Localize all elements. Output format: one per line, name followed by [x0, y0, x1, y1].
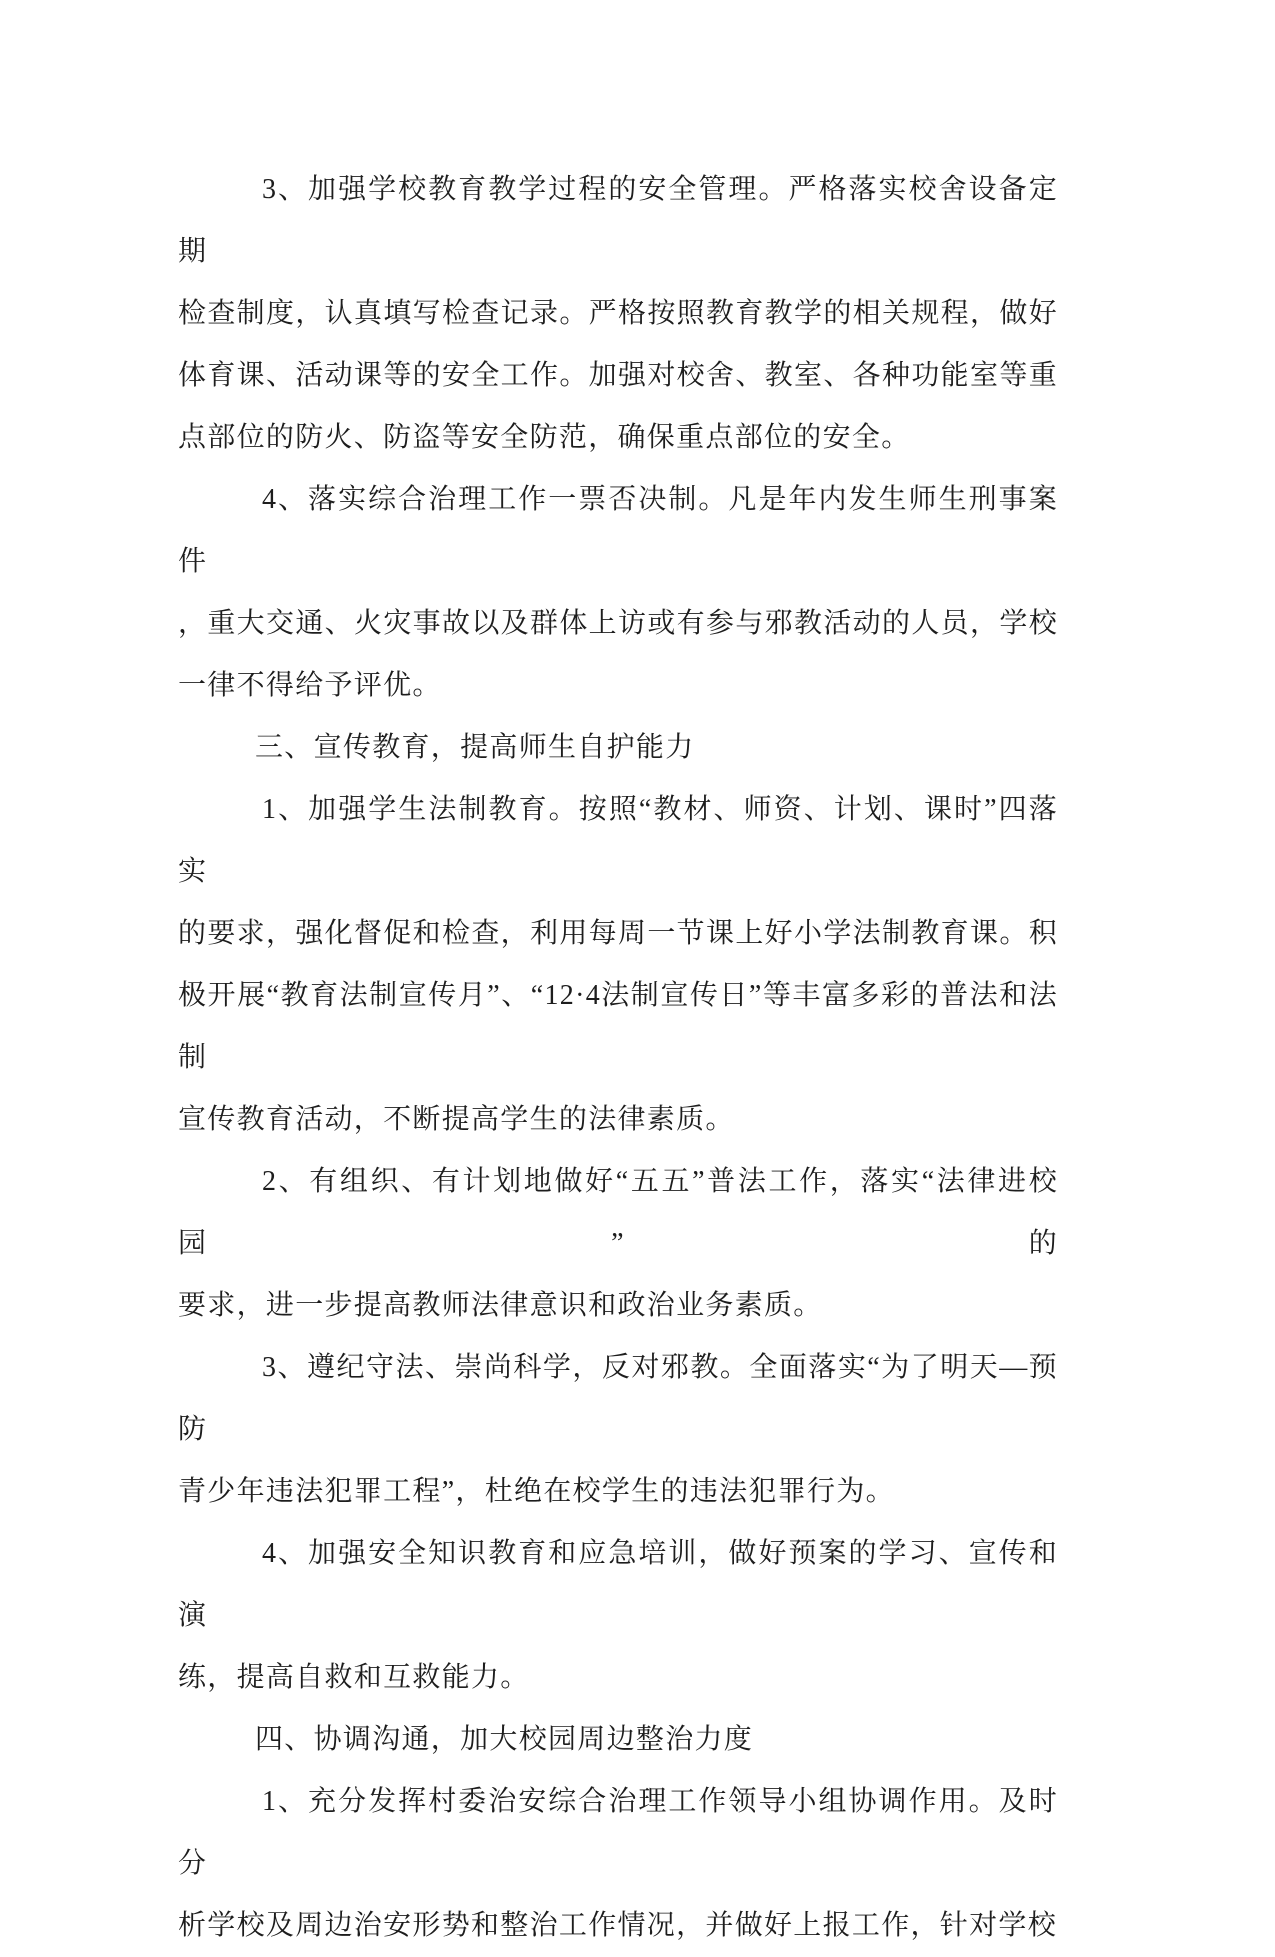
heading-section3: [178, 717, 1058, 779]
text-line: 4、落实综合治理工作一票否决制。凡是年内发生师生刑事案件: [178, 484, 1058, 577]
text-line: 宣传教育活动，不断提高学生的法律素质。: [178, 1104, 735, 1135]
text-line: 2、有组织、有计划地做好“五五”普法工作，落实“法律进校园”的: [178, 1166, 1058, 1259]
text-line: 极开展“教育法制宣传月”、“12·4法制宣传日”等丰富多彩的普法和法制: [178, 980, 1058, 1073]
text-line: 青少年违法犯罪工程”，杜绝在校学生的违法犯罪行为。: [178, 1476, 895, 1507]
text-line: 1、加强学生法制教育。按照“教材、师资、计划、课时”四落实: [178, 794, 1058, 887]
text-line: ，重大交通、火灾事故以及群体上访或有参与邪教活动的人员，学校: [178, 608, 1058, 639]
text-line: 练，提高自救和互救能力。: [178, 1662, 530, 1693]
text-line: 点部位的防火、防盗等安全防范，确保重点部位的安全。: [178, 422, 911, 453]
paragraph-section3-item2: [178, 1151, 1058, 1337]
text-line: 3、加强学校教育教学过程的安全管理。严格落实校舍设备定期: [178, 174, 1058, 267]
text-line: 一律不得给予评优。: [178, 670, 442, 701]
paragraph-section3-item1: [178, 779, 1058, 1151]
heading-section4: [178, 1709, 1058, 1771]
paragraph-section2-item4: [178, 469, 1058, 717]
text-line: 三、宣传教育，提高师生自护能力: [255, 732, 695, 763]
text-line: 析学校及周边治安形势和整治工作情况，并做好上报工作，针对学校: [178, 1910, 1058, 1941]
text-line: 四、协调沟通，加大校园周边整治力度: [255, 1724, 754, 1755]
text-line: 1、充分发挥村委治安综合治理工作领导小组协调作用。及时分: [178, 1786, 1058, 1879]
text-line: 体育课、活动课等的安全工作。加强对校舍、教室、各种功能室等重: [178, 360, 1058, 391]
paragraph-section3-item3: [178, 1337, 1058, 1523]
text-line: 的要求，强化督促和检查，利用每周一节课上好小学法制教育课。积: [178, 918, 1058, 949]
paragraph-section2-item3: [178, 159, 1058, 469]
document-body: [178, 159, 1058, 1957]
paragraph-section3-item4: [178, 1523, 1058, 1709]
text-line: 4、加强安全知识教育和应急培训，做好预案的学习、宣传和演: [178, 1538, 1058, 1631]
text-line: 要求，进一步提高教师法律意识和政治业务素质。: [178, 1290, 823, 1321]
text-line: 检查制度，认真填写检查记录。严格按照教育教学的相关规程，做好: [178, 298, 1058, 329]
text-line: 3、遵纪守法、崇尚科学，反对邪教。全面落实“为了明天—预防: [178, 1352, 1058, 1445]
paragraph-section4-item1: [178, 1771, 1058, 1957]
